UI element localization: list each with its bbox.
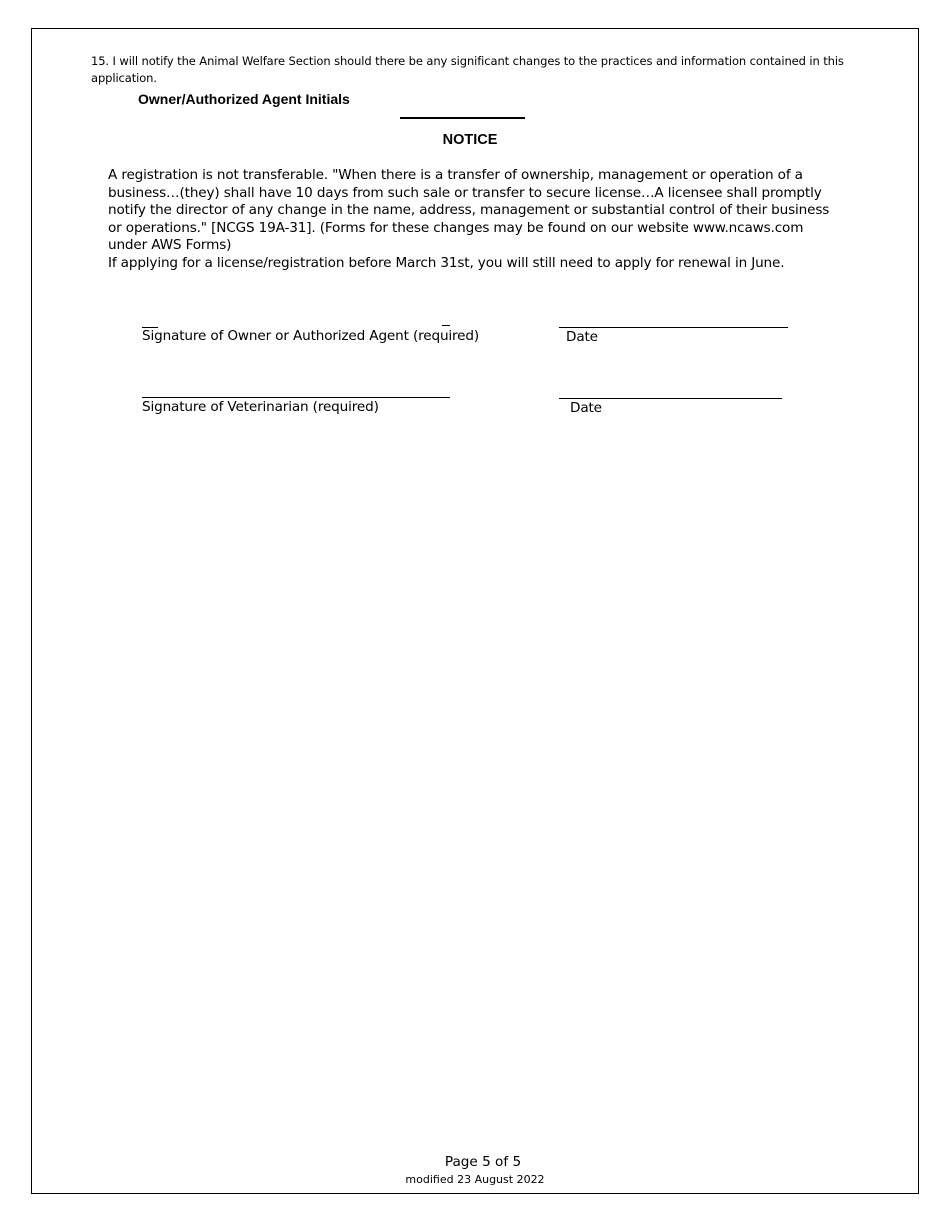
modified-date: modified 23 August 2022 <box>405 1173 545 1186</box>
initials-field[interactable] <box>400 117 525 119</box>
vet-date-field[interactable] <box>559 398 782 399</box>
initials-label: Owner/Authorized Agent Initials <box>138 91 350 107</box>
renewal-note: If applying for a license/registration before March 31st, you will still need to apply for renewal in June. <box>108 254 785 271</box>
notice-body <box>108 167 838 273</box>
owner-signature-field[interactable] <box>142 305 450 329</box>
vet-date-label: Date <box>570 400 602 416</box>
vet-signature-field[interactable] <box>142 397 450 398</box>
notice-paragraph: A registration is not transferable. "When there is a transfer of ownership, management or operation of a business…(they) shall have 10 days from such sale or transfer to secure license…A licensee shall promptly notify the director of any change in the name, address, management or substantial control of their business or operations." [NCGS 19A-31]. (Forms for these changes may be found on our website www.ncaws.com under AWS Forms) <box>108 167 830 254</box>
owner-date-label: Date <box>566 329 598 345</box>
vet-signature-label: Signature of Veterinarian (required) <box>142 399 379 415</box>
page-number: Page 5 of 5 <box>444 1154 522 1170</box>
owner-date-field[interactable] <box>559 327 788 328</box>
item-15-statement: 15. I will notify the Animal Welfare Section should there be any significant changes to the practices and information contained in this application. <box>91 54 844 85</box>
notice-title: NOTICE <box>442 132 498 148</box>
owner-signature-label: Signature of Owner or Authorized Agent (required) <box>142 328 480 344</box>
